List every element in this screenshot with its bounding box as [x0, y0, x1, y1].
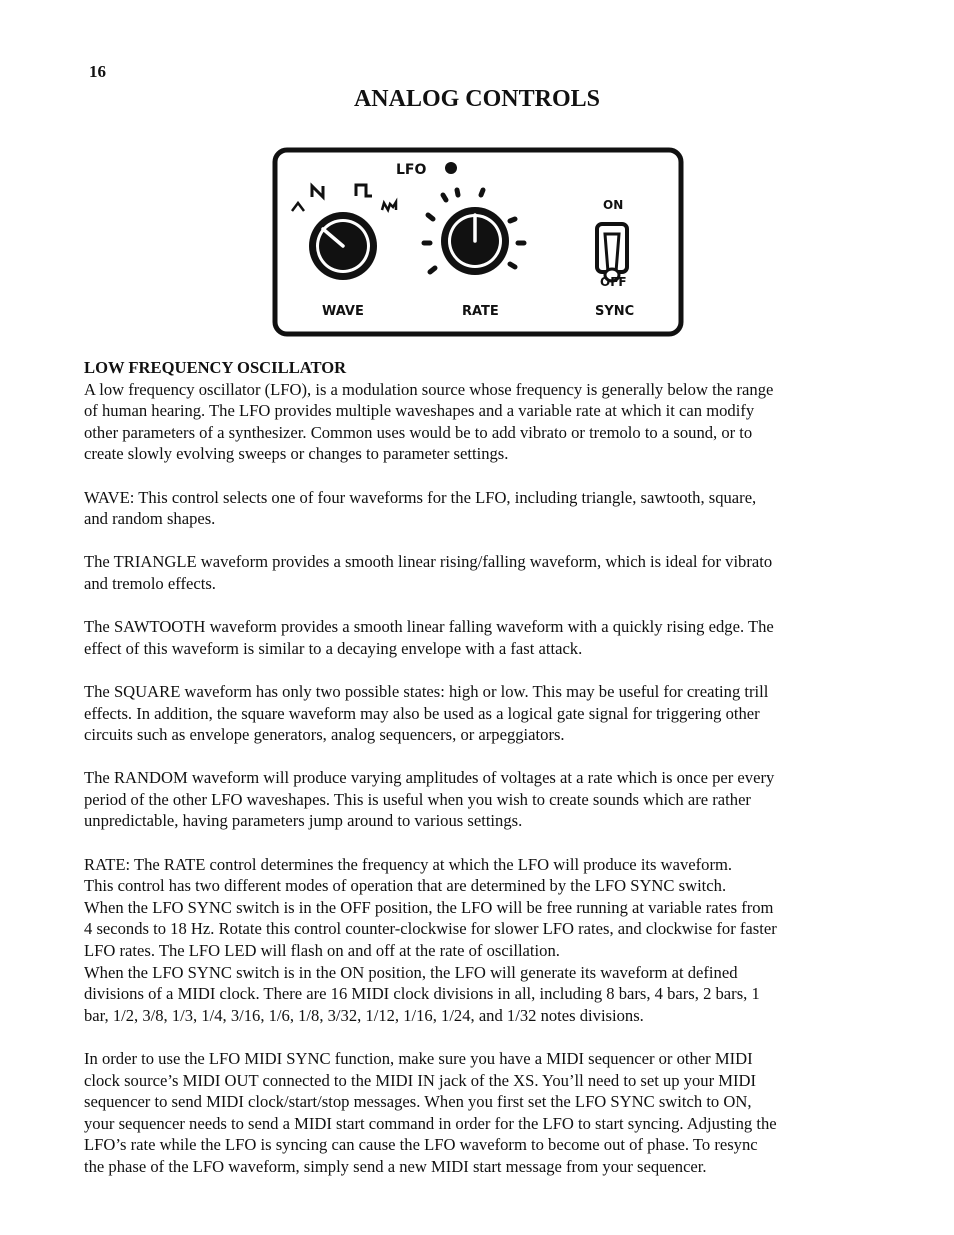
lfo-led — [445, 162, 457, 174]
triangle-paragraph — [84, 551, 884, 594]
lfo-panel-illustration — [272, 147, 684, 337]
text-line: the phase of the LFO waveform, simply send a new MIDI start message from your sequencer. — [84, 1156, 707, 1176]
text-line: The SAWTOOTH waveform provides a smooth linear falling waveform with a quickly rising edge. The — [84, 617, 774, 637]
text-line: The SQUARE waveform has only two possible states: high or low. This may be useful for creating trill — [84, 681, 769, 701]
text-line: LFO rates. The LFO LED will flash on and off at the rate of oscillation. — [84, 941, 560, 961]
sync-label: SYNC — [595, 304, 635, 319]
text-line: circuits such as envelope generators, analog sequencers, or arpeggiators. — [84, 725, 565, 745]
sync-on-label: ON — [603, 198, 624, 212]
text-line: LFO’s rate while the LFO is syncing can cause the LFO waveform to become out of phase. To resync — [84, 1135, 758, 1155]
text-line: A low frequency oscillator (LFO), is a modulation source whose frequency is generally below the range — [84, 379, 774, 399]
text-line: In order to use the LFO MIDI SYNC function, make sure you have a MIDI sequencer or other MIDI — [84, 1049, 753, 1068]
lfo-label: LFO — [396, 162, 427, 178]
sawtooth-paragraph — [84, 616, 884, 659]
sync-toggle-switch[interactable] — [597, 224, 627, 281]
text-line: and random shapes. — [84, 509, 216, 529]
text-line: clock source’s MIDI OUT connected to the MIDI IN jack of the XS. You’ll need to set up your MIDI — [84, 1070, 757, 1090]
page-number: 16 — [89, 62, 106, 81]
text-line: of human hearing. The LFO provides multiple waveshapes and a variable rate at which it can modify — [84, 401, 755, 421]
body-text — [84, 357, 884, 1178]
text-line: When the LFO SYNC switch is in the ON position, the LFO will generate its waveform at defined — [84, 962, 738, 982]
text-line: The RANDOM waveform will produce varying amplitudes of voltages at a rate which is once per every — [84, 768, 775, 788]
text-line: divisions of a MIDI clock. There are 16 MIDI clock divisions in all, including 8 bars, 4 bars, 2 bars, 1 — [84, 984, 760, 1004]
midi-sync-paragraph — [84, 1048, 884, 1178]
text-line: WAVE: This control selects one of four waveforms for the LFO, including triangle, sawtooth, square, — [84, 487, 757, 507]
intro-paragraph — [84, 379, 884, 465]
wave-knob[interactable] — [309, 212, 377, 280]
text-line: effect of this waveform is similar to a decaying envelope with a fast attack. — [84, 638, 583, 658]
page-title: ANALOG CONTROLS — [353, 86, 601, 112]
section-heading: LOW FREQUENCY OSCILLATOR — [84, 358, 347, 377]
wave-paragraph — [84, 487, 884, 530]
rate-label: RATE — [462, 304, 499, 319]
rate-knob[interactable] — [441, 207, 509, 275]
wave-label: WAVE — [322, 304, 364, 319]
text-line: 4 seconds to 18 Hz. Rotate this control counter-clockwise for slower LFO rates, and clockwise for faster — [84, 919, 777, 939]
text-line: create slowly evolving sweeps or changes to parameter settings. — [84, 444, 509, 464]
text-line: other parameters of a synthesizer. Common uses would be to add vibrato or tremolo to a sound, or to — [84, 422, 753, 442]
text-line: effects. In addition, the square waveform may also be used as a logical gate signal for triggering other — [84, 703, 760, 723]
text-line: RATE: The RATE control determines the frequency at which the LFO will produce its waveform. — [84, 854, 733, 874]
square-paragraph — [84, 681, 884, 746]
text-line: This control has two different modes of operation that are determined by the LFO SYNC switch. — [84, 876, 727, 896]
text-line: your sequencer needs to send a MIDI start command in order for the LFO to start syncing. Adjusting the — [84, 1113, 777, 1133]
text-line: and tremolo effects. — [84, 573, 216, 593]
text-line: bar, 1/2, 3/8, 1/3, 1/4, 3/16, 1/6, 1/8, 3/32, 1/12, 1/16, 1/24, and 1/32 notes divisions. — [84, 1005, 644, 1025]
text-line: unpredictable, having parameters jump around to various settings. — [84, 811, 523, 831]
text-line: When the LFO SYNC switch is in the OFF position, the LFO will be free running at variable rates from — [84, 897, 774, 917]
text-line: sequencer to send MIDI clock/start/stop messages. When you first set the LFO SYNC switch to ON, — [84, 1092, 752, 1112]
text-line: The TRIANGLE waveform provides a smooth linear rising/falling waveform, which is ideal for vibrato — [84, 552, 773, 572]
random-paragraph — [84, 767, 884, 832]
sync-off-label: OFF — [600, 275, 627, 289]
text-line: period of the other LFO waveshapes. This is useful when you wish to create sounds which are rather — [84, 789, 751, 809]
rate-paragraph — [84, 854, 884, 1027]
